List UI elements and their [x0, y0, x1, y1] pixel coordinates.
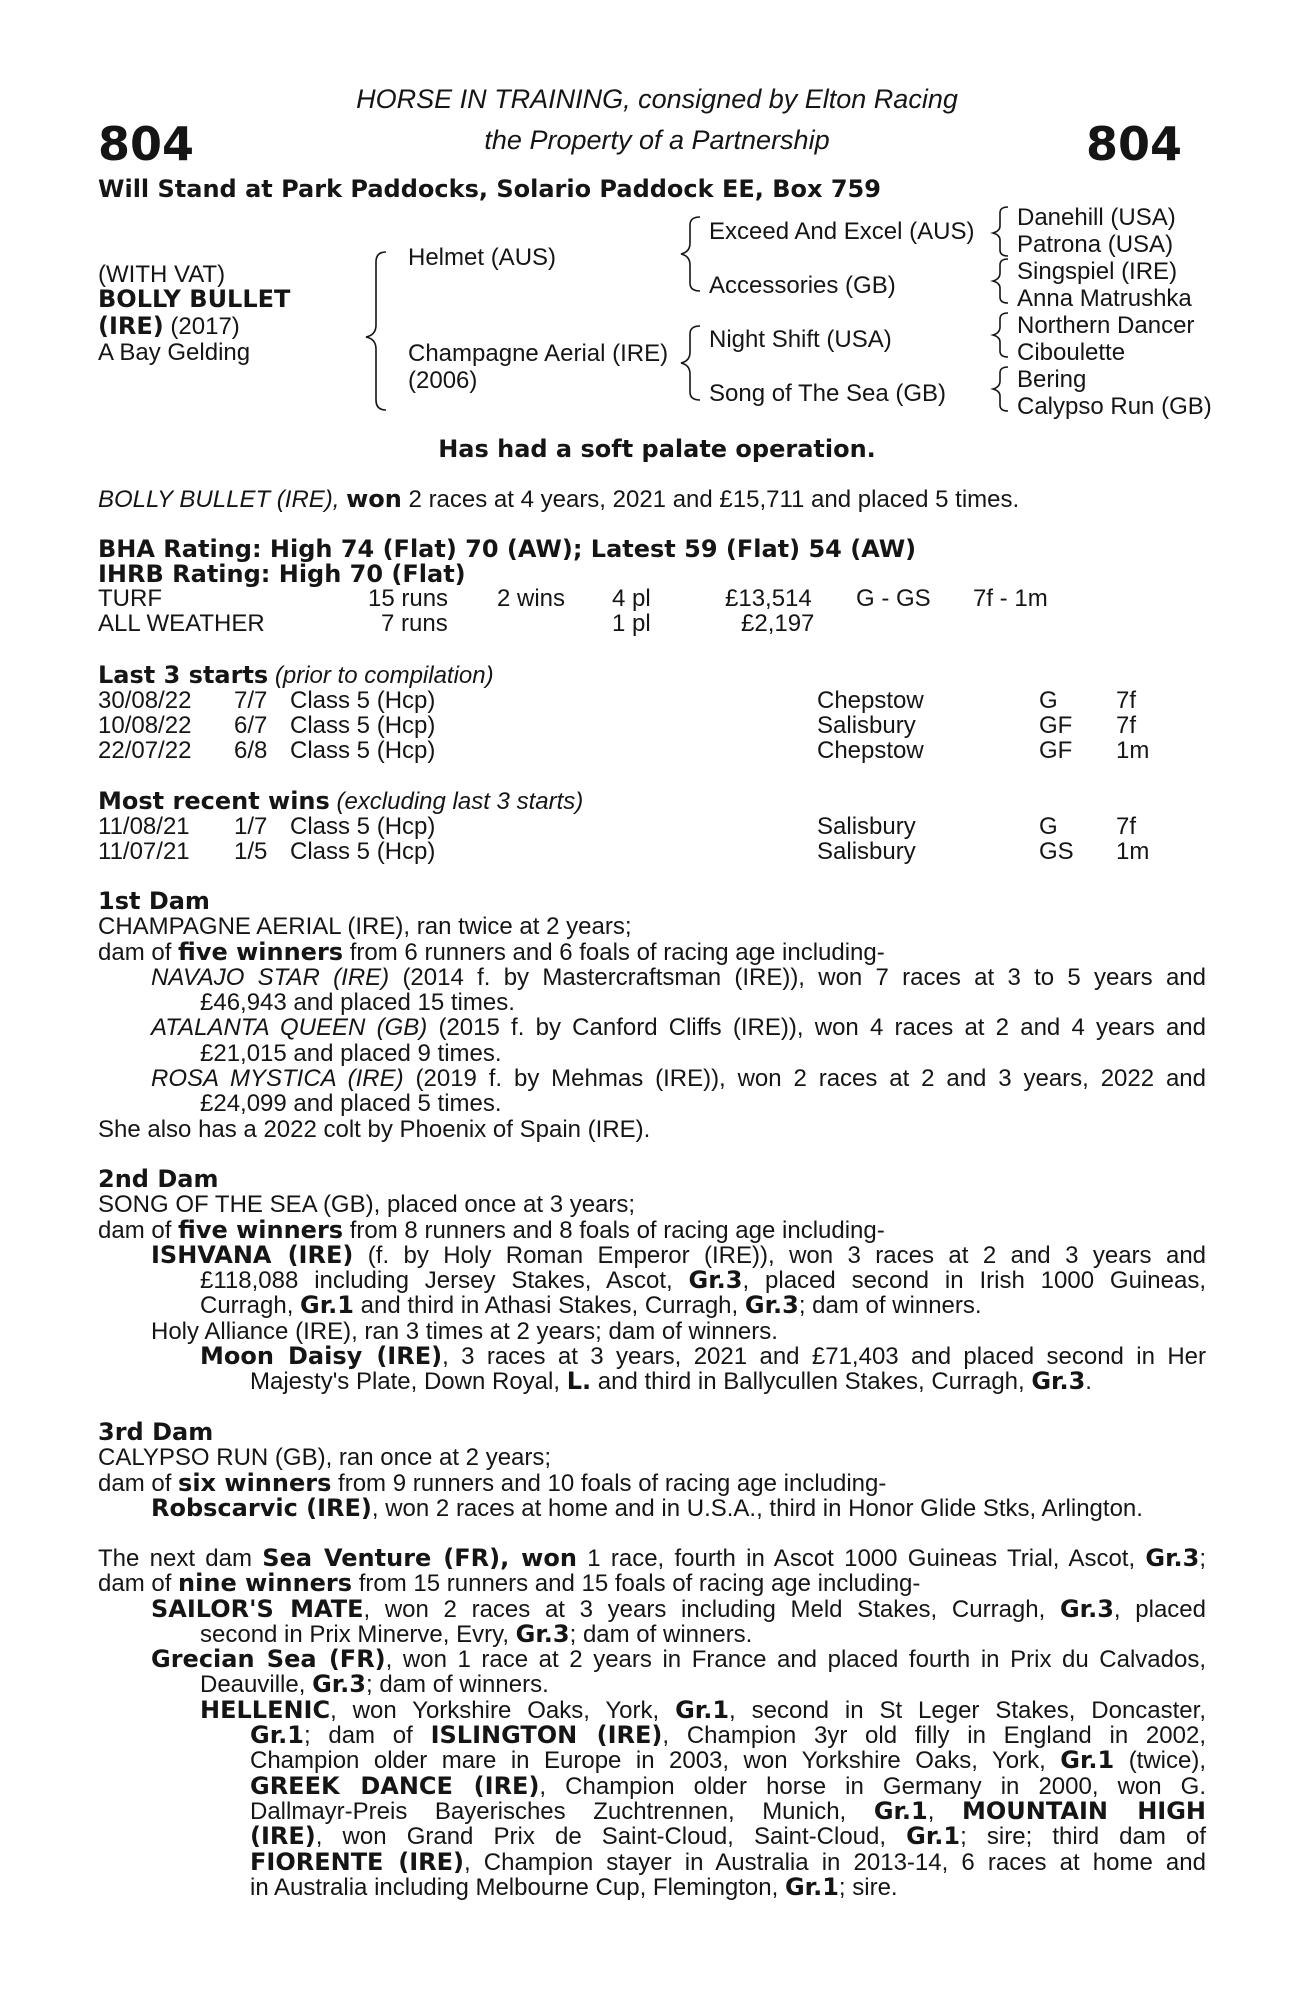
brace-gg1	[993, 207, 1008, 256]
dam-produce-line	[98, 1215, 1206, 1244]
winners-count: five winners	[178, 937, 344, 966]
text: from 15 runners and 15 foals of racing age including-	[358, 1570, 921, 1598]
horse-year: (2017)	[170, 313, 240, 340]
text: dam of	[98, 1216, 172, 1244]
produce-name: Robscarvic (IRE)	[151, 1493, 372, 1522]
grade: Gr.3	[1145, 1544, 1200, 1572]
next-dam-line	[98, 1546, 1206, 1571]
ggp-8: Calypso Run (GB)	[1017, 393, 1212, 420]
record-placed: 1 pl	[612, 610, 651, 637]
ihrb-rating: IHRB Rating: High 70 (Flat)	[98, 560, 466, 588]
brace-sire	[681, 217, 700, 291]
ggp-4: Anna Matrushka	[1017, 285, 1192, 312]
ggp-3: Singspiel (IRE)	[1017, 258, 1178, 285]
text: 1 race, fourth in Ascot 1000 Guineas Trial, Ascot,	[587, 1545, 1136, 1572]
start-race: Class 5 (Hcp)	[290, 712, 436, 739]
text: and third in Ballycullen Stakes, Curragh,	[597, 1368, 1025, 1396]
text: (f. by Holy Roman Emperor (IRE)), won 3 races at 2 and 3 years and	[367, 1241, 1207, 1269]
start-position: 6/7	[234, 712, 268, 739]
win-row	[0, 838, 1314, 863]
win-row	[0, 813, 1314, 838]
produce-continuation: £21,015 and placed 9 times.	[200, 1039, 502, 1067]
text: from 9 runners and 10 foals of racing age including-	[338, 1469, 887, 1497]
produce-name: Moon Daisy (IRE)	[200, 1342, 443, 1371]
text: ;	[1199, 1545, 1207, 1572]
produce-entry	[98, 1240, 1207, 1269]
section-title: 2nd Dam	[98, 1165, 219, 1193]
bha-rating: BHA Rating: High 74 (Flat) 70 (AW); Latest 59 (Flat) 54 (AW)	[98, 535, 917, 563]
soft-palate-note: Has had a soft palate operation.	[438, 435, 876, 463]
lot-number-left: 804	[98, 117, 195, 171]
summary-won: won	[346, 485, 402, 513]
win-going: G	[1039, 813, 1058, 840]
text: dam of	[98, 1469, 172, 1497]
dam-produce-line	[98, 1468, 1206, 1497]
dam-line: CHAMPAGNE AERIAL (IRE), ran twice at 2 years;	[98, 913, 632, 941]
brace-gg3	[993, 313, 1008, 357]
record-runs: 7 runs	[381, 610, 448, 637]
dam-dam: Song of The Sea (GB)	[709, 380, 947, 407]
text: Champion older mare in Europe in 2003, won Yorkshire Oaks, York,	[250, 1747, 1046, 1775]
text: , won Yorkshire Oaks, York,	[330, 1696, 660, 1724]
grade: Gr.3	[515, 1619, 570, 1648]
text: Curragh,	[200, 1292, 294, 1320]
brace-gg2	[993, 259, 1008, 303]
start-position: 7/7	[234, 687, 268, 714]
text: .	[1085, 1368, 1092, 1396]
text: in Australia including Melbourne Cup, Flemington,	[250, 1873, 779, 1901]
section-title: 3rd Dam	[98, 1418, 214, 1446]
horse-country: (IRE)	[98, 312, 164, 340]
win-race: Class 5 (Hcp)	[290, 838, 436, 865]
win-position: 1/7	[234, 813, 268, 840]
grade: Gr.3	[688, 1266, 743, 1295]
text: ; dam of	[303, 1722, 413, 1750]
text: , Champion stayer in Australia in 2013-14, 6 races at home and	[464, 1848, 1206, 1876]
start-course: Chepstow	[817, 737, 924, 764]
text: (2019 f. by Mehmas (IRE)), won 2 races at 2 and 3 years, 2022 and	[415, 1065, 1206, 1093]
sire-dam: Accessories (GB)	[709, 272, 896, 299]
dam: Champagne Aerial (IRE)	[408, 340, 669, 367]
start-race: Class 5 (Hcp)	[290, 737, 436, 764]
winners-count: nine winners	[178, 1569, 353, 1598]
text: , won Grand Prix de Saint-Cloud, Saint-Cloud,	[315, 1823, 887, 1851]
text: dam of	[98, 938, 172, 966]
text: , Champion older horse in Germany in 2000, won G.	[539, 1772, 1207, 1800]
start-date: 30/08/22	[98, 687, 192, 714]
produce-continuation	[98, 1293, 1206, 1318]
grade: Gr.3	[1031, 1367, 1086, 1396]
ggp-5: Northern Dancer	[1017, 312, 1195, 339]
produce-continuation	[98, 1619, 1206, 1648]
start-date: 22/07/22	[98, 737, 192, 764]
grade: Gr.3	[312, 1670, 366, 1699]
text: (2015 f. by Canford Cliffs (IRE)), won 4 races at 2 and 4 years and	[438, 1014, 1206, 1042]
dam-produce-line	[98, 937, 1206, 966]
win-date: 11/07/21	[98, 838, 190, 865]
produce-name: (IRE)	[250, 1822, 316, 1851]
start-course: Salisbury	[817, 712, 916, 739]
produce-name: HELLENIC	[200, 1695, 331, 1724]
text: dam of	[98, 1570, 172, 1598]
grade: L.	[566, 1367, 592, 1396]
text: , won 1 race at 2 years in France and placed fourth in Prix du Calvados,	[385, 1646, 1207, 1674]
ggp-1: Danehill (USA)	[1017, 204, 1176, 231]
start-going: GF	[1039, 712, 1073, 739]
record-prize: £2,197	[741, 610, 815, 637]
produce-continuation	[98, 1748, 1206, 1773]
text: The next dam	[98, 1545, 252, 1572]
next-dam-section	[98, 1546, 1206, 1900]
next-dam-name: Sea Venture (FR), won	[262, 1544, 577, 1572]
section-title: 1st Dam	[98, 887, 210, 915]
text: Majesty's Plate, Down Royal,	[250, 1368, 561, 1396]
race-summary	[98, 485, 1019, 514]
grade: Gr.1	[300, 1291, 354, 1320]
start-going: G	[1039, 687, 1058, 714]
recent-wins-title: Most recent wins	[98, 787, 330, 815]
produce-continuation	[98, 1771, 1207, 1800]
vat-note: (WITH VAT)	[98, 261, 226, 288]
produce-sub-entry	[98, 1695, 1206, 1724]
win-date: 11/08/21	[98, 813, 190, 840]
produce-name: ISLINGTON (IRE)	[430, 1721, 663, 1750]
text: second in Prix Minerve, Evry,	[200, 1620, 509, 1648]
text: , 3 races at 3 years, 2021 and £71,403 and placed second in Her	[442, 1343, 1206, 1371]
text: , second in St Leger Stakes, Doncaster,	[729, 1696, 1206, 1724]
produce-name: Grecian Sea (FR)	[151, 1645, 386, 1674]
produce-continuation	[98, 1872, 1206, 1901]
text: , won 2 races at 3 years including Meld Stakes, Curragh,	[363, 1595, 1046, 1623]
produce-continuation	[98, 1723, 1206, 1748]
start-date: 10/08/22	[98, 712, 192, 739]
text: Dallmayr-Preis Bayerisches Zuchtrennen, Munich,	[250, 1797, 847, 1825]
first-dam-section	[98, 889, 1206, 1142]
produce-continuation	[98, 1796, 1207, 1825]
record-going: G - GS	[856, 585, 931, 612]
produce-name: NAVAJO STAR (IRE)	[151, 963, 390, 991]
record-row-turf	[0, 585, 1314, 610]
dam-year: (2006)	[408, 367, 478, 394]
grade: Gr.1	[906, 1822, 961, 1851]
produce-entry	[98, 1015, 1206, 1040]
horse-description: A Bay Gelding	[98, 339, 251, 366]
record-wins: 2 wins	[497, 585, 566, 612]
ggp-7: Bering	[1017, 366, 1087, 393]
last-starts-heading	[98, 661, 494, 690]
win-course: Salisbury	[817, 838, 916, 865]
text: and third in Athasi Stakes, Curragh,	[360, 1292, 739, 1320]
brace-gg4	[993, 367, 1008, 411]
produce-continuation	[98, 1824, 1206, 1849]
text: £118,088 including Jersey Stakes, Ascot,	[200, 1267, 673, 1295]
start-row	[0, 737, 1314, 762]
record-distance: 7f - 1m	[973, 585, 1048, 612]
text: from 6 runners and 6 foals of racing age including-	[349, 938, 885, 966]
record-surface: TURF	[98, 585, 162, 612]
record-placed: 4 pl	[612, 585, 651, 612]
start-going: GF	[1039, 737, 1073, 764]
produce-entry	[98, 965, 1206, 990]
record-runs: 15 runs	[368, 585, 449, 612]
property-line: the Property of a Partnership	[484, 125, 830, 155]
consignor-line: HORSE IN TRAINING, consigned by Elton Racing	[356, 84, 958, 114]
grade: Gr.3	[1059, 1594, 1114, 1623]
stand-location: Will Stand at Park Paddocks, Solario Paddock EE, Box 759	[98, 175, 881, 203]
start-distance: 1m	[1116, 737, 1150, 764]
win-distance: 7f	[1116, 813, 1137, 840]
last-starts-note: (prior to compilation)	[274, 662, 494, 689]
win-going: GS	[1039, 838, 1074, 865]
text: , placed second in Irish 1000 Guineas,	[742, 1267, 1206, 1295]
dam-line: SONG OF THE SEA (GB), placed once at 3 years;	[98, 1191, 636, 1219]
produce-name: GREEK DANCE (IRE)	[250, 1771, 540, 1800]
produce-entry	[98, 1066, 1206, 1091]
start-distance: 7f	[1116, 712, 1137, 739]
win-position: 1/5	[234, 838, 268, 865]
produce-entry	[98, 1647, 1206, 1672]
dam-produce-line	[98, 1571, 1206, 1596]
text: , won 2 races at home and in U.S.A., third in Honor Glide Stks, Arlington.	[371, 1494, 1143, 1522]
produce-continuation	[98, 1847, 1206, 1876]
text: (2014 f. by Mastercraftsman (IRE)), won 7 races at 3 to 5 years and	[402, 963, 1206, 991]
recent-wins-note: (excluding last 3 starts)	[336, 788, 584, 815]
record-row-aw	[0, 610, 1314, 635]
grade: Gr.1	[784, 1872, 839, 1901]
produce-entry: Holy Alliance (IRE), ran 3 times at 2 years; dam of winners.	[151, 1317, 778, 1345]
produce-sub-entry	[98, 1344, 1206, 1369]
grade: Gr.1	[675, 1695, 730, 1724]
start-position: 6/8	[234, 737, 268, 764]
sire: Helmet (AUS)	[408, 244, 557, 271]
produce-name: ISHVANA (IRE)	[151, 1240, 354, 1269]
second-dam-section	[98, 1167, 1206, 1395]
grade: Gr.1	[873, 1796, 928, 1825]
text: ,	[927, 1797, 935, 1825]
lot-number-right: 804	[1086, 117, 1183, 171]
dam-sire: Night Shift (USA)	[709, 326, 892, 353]
text: ; sire; third dam of	[960, 1823, 1206, 1851]
grade: Gr.1	[250, 1721, 304, 1750]
horse-name: BOLLY BULLET	[98, 285, 291, 313]
grade: Gr.3	[744, 1291, 799, 1320]
recent-wins-heading	[98, 787, 583, 816]
ggp-6: Ciboulette	[1017, 339, 1126, 366]
text: ; dam of winners.	[366, 1671, 549, 1699]
produce-continuation	[98, 1369, 1206, 1394]
produce-continuation	[98, 1672, 1206, 1697]
win-distance: 1m	[1116, 838, 1150, 865]
win-course: Salisbury	[817, 813, 916, 840]
produce-continuation: £46,943 and placed 15 times.	[200, 989, 515, 1017]
start-distance: 7f	[1116, 687, 1137, 714]
brace-main	[366, 252, 386, 410]
start-row	[0, 712, 1314, 737]
start-course: Chepstow	[817, 687, 924, 714]
text: ; dam of winners.	[569, 1620, 753, 1648]
dam-note: She also has a 2022 colt by Phoenix of Spain (IRE).	[98, 1115, 651, 1143]
text: ; sire.	[838, 1873, 898, 1901]
last-starts-title: Last 3 starts	[98, 661, 269, 689]
winners-count: five winners	[178, 1215, 344, 1244]
third-dam-section	[98, 1420, 1206, 1521]
start-race: Class 5 (Hcp)	[290, 687, 436, 714]
record-prize: £13,514	[725, 585, 812, 612]
produce-entry	[98, 1594, 1206, 1623]
produce-continuation	[98, 1268, 1206, 1293]
text: Deauville,	[200, 1671, 306, 1699]
text: (twice),	[1128, 1747, 1207, 1775]
produce-entry	[98, 1493, 1206, 1522]
produce-name: ROSA MYSTICA (IRE)	[151, 1065, 404, 1093]
summary-horse: BOLLY BULLET (IRE),	[98, 486, 340, 513]
produce-name: SAILOR'S MATE	[151, 1594, 364, 1623]
brace-dam	[681, 326, 700, 400]
text: , Champion 3yr old filly in England in 2002,	[662, 1722, 1206, 1750]
ggp-2: Patrona (USA)	[1017, 231, 1174, 258]
winners-count: six winners	[178, 1468, 332, 1497]
record-surface: ALL WEATHER	[98, 610, 265, 637]
dam-line: CALYPSO RUN (GB), ran once at 2 years;	[98, 1444, 552, 1472]
text: from 8 runners and 8 foals of racing age including-	[349, 1216, 885, 1244]
win-race: Class 5 (Hcp)	[290, 813, 436, 840]
start-row	[0, 687, 1314, 712]
produce-name: MOUNTAIN HIGH	[962, 1796, 1207, 1825]
produce-continuation: £24,099 and placed 5 times.	[200, 1090, 502, 1118]
grade: Gr.1	[1060, 1746, 1115, 1775]
text: ; dam of winners.	[798, 1292, 982, 1320]
produce-name: FIORENTE (IRE)	[250, 1847, 464, 1876]
produce-name: ATALANTA QUEEN (GB)	[151, 1014, 428, 1042]
sire-sire: Exceed And Excel (AUS)	[709, 218, 975, 245]
summary-rest: 2 races at 4 years, 2021 and £15,711 and placed 5 times.	[408, 486, 1020, 513]
text: , placed	[1113, 1595, 1206, 1623]
